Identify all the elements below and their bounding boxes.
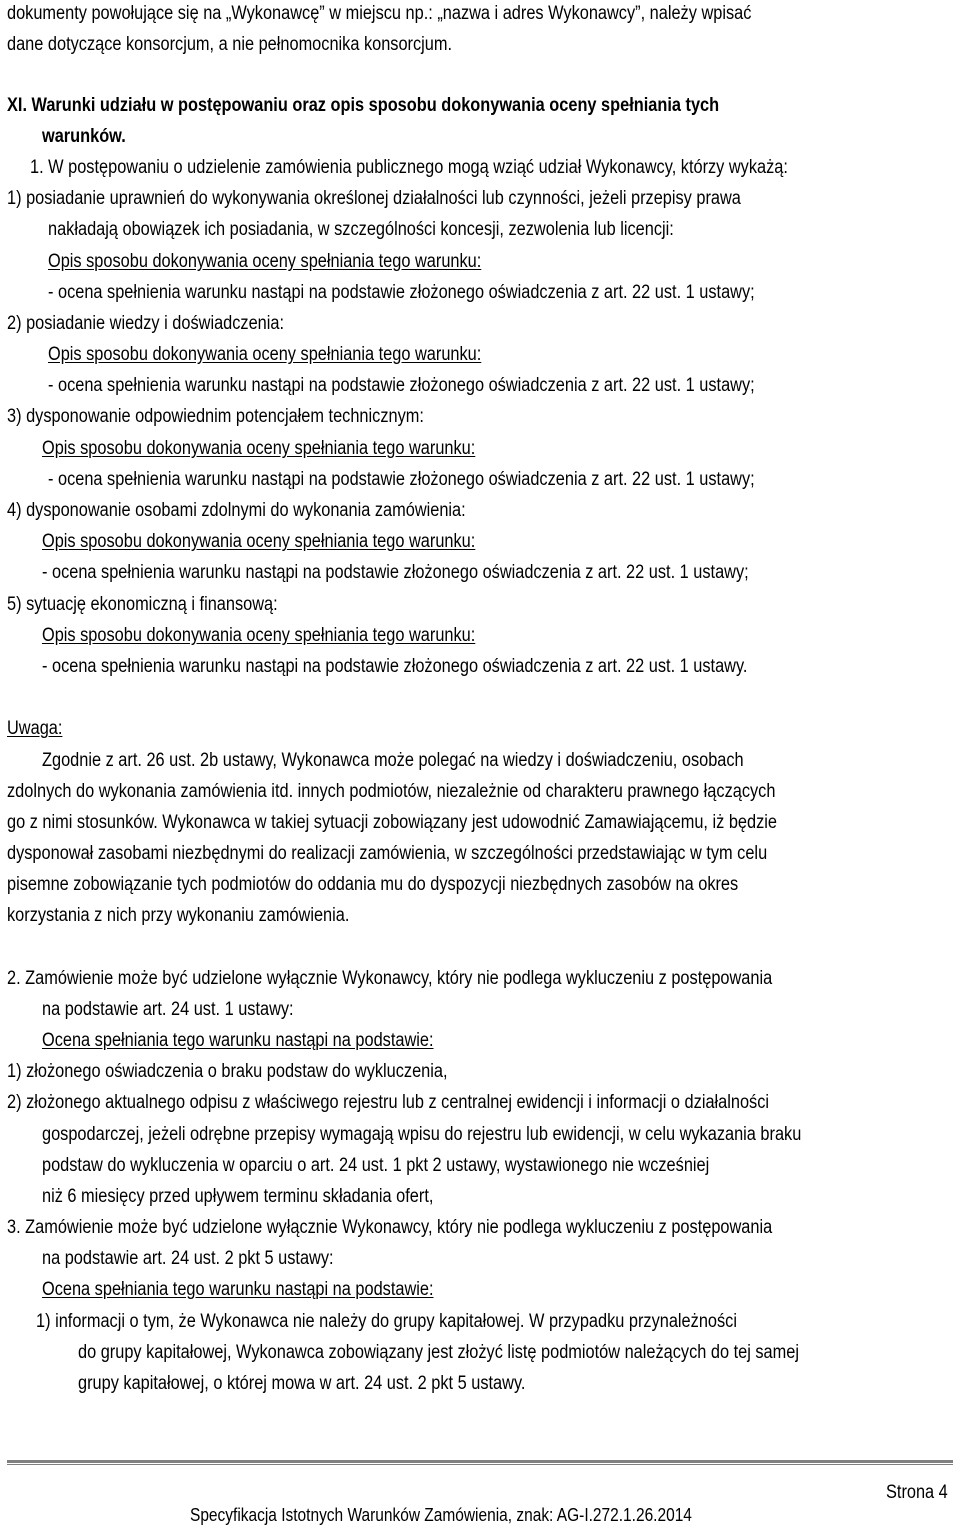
text-line: zdolnych do wykonania zamówienia itd. innych podmiotów, niezależnie od charakteru prawnego łączących	[7, 781, 776, 802]
text-line: 4) dysponowanie osobami zdolnymi do wykonania zamówienia:	[7, 500, 466, 521]
text-line: dokumenty powołujące się na „Wykonawcę” w miejscu np.: „nazwa i adres Wykonawcy”, należy wpisać	[7, 3, 752, 24]
text-line: 1) posiadanie uprawnień do wykonywania określonej działalności lub czynności, jeżeli przepisy prawa	[7, 188, 741, 209]
assessment-heading: Ocena spełniania tego warunku nastąpi na podstawie:	[42, 1030, 434, 1051]
text-line: Zgodnie z art. 26 ust. 2b ustawy, Wykonawca może polegać na wiedzy i doświadczeniu, osobach	[42, 750, 744, 771]
text-line: na podstawie art. 24 ust. 1 ustawy:	[42, 999, 294, 1020]
assessment-heading: Opis sposobu dokonywania oceny spełniania tego warunku:	[42, 531, 476, 552]
text-line: 5) sytuację ekonomiczną i finansową:	[7, 594, 278, 615]
text-line: 1) złożonego oświadczenia o braku podstaw do wykluczenia,	[7, 1061, 448, 1082]
text-line: nakładają obowiązek ich posiadania, w szczególności koncesji, zezwolenia lub licencji:	[48, 219, 674, 240]
text-line: niż 6 miesięcy przed upływem terminu składania ofert,	[42, 1186, 434, 1207]
assessment-heading: Ocena spełniania tego warunku nastąpi na podstawie:	[42, 1279, 434, 1300]
text-line: 1. W postępowaniu o udzielenie zamówienia publicznego mogą wziąć udział Wykonawcy, którzy wykażą:	[30, 157, 788, 178]
text-line: dysponował zasobami niezbędnymi do realizacji zamówienia, w szczególności przedstawiając w tym celu	[7, 843, 768, 864]
text-line: go z nimi stosunków. Wykonawca w takiej sytuacji zobowiązany jest udowodnić Zamawiającemu, iż będzie	[7, 812, 778, 833]
text-line: 1) informacji o tym, że Wykonawca nie należy do grupy kapitałowej. W przypadku przynależności	[36, 1311, 737, 1332]
text-line: pisemne zobowiązanie tych podmiotów do oddania mu do dyspozycji niezbędnych zasobów na okres	[7, 874, 739, 895]
note-heading: Uwaga:	[7, 718, 63, 739]
text-line: 2) posiadanie wiedzy i doświadczenia:	[7, 313, 285, 334]
assessment-heading: Opis sposobu dokonywania oceny spełniania tego warunku:	[48, 251, 482, 272]
footer-title: Specyfikacja Istotnych Warunków Zamówienia, znak: AG-I.272.1.26.2014	[190, 1505, 692, 1525]
assessment-heading: Opis sposobu dokonywania oceny spełniania tego warunku:	[48, 344, 482, 365]
text-line: na podstawie art. 24 ust. 2 pkt 5 ustawy:	[42, 1248, 334, 1269]
text-line: gospodarczej, jeżeli odrębne przepisy wymagają wpisu do rejestru lub ewidencji, w celu wykazania braku	[42, 1124, 802, 1145]
text-line: 3) dysponowanie odpowiednim potencjałem technicznym:	[7, 406, 424, 427]
text-line: 2) złożonego aktualnego odpisu z właściwego rejestru lub z centralnej ewidencji i informacji o działalności	[7, 1092, 770, 1113]
text-line: korzystania z nich przy wykonaniu zamówienia.	[7, 905, 350, 926]
text-line: - ocena spełnienia warunku nastąpi na podstawie złożonego oświadczenia z art. 22 ust. 1 ustawy;	[48, 375, 755, 396]
assessment-heading: Opis sposobu dokonywania oceny spełniania tego warunku:	[42, 438, 476, 459]
text-line: 2. Zamówienie może być udzielone wyłącznie Wykonawcy, który nie podlega wykluczeniu z postępowania	[7, 968, 773, 989]
assessment-heading: Opis sposobu dokonywania oceny spełniania tego warunku:	[42, 625, 476, 646]
text-line: - ocena spełnienia warunku nastąpi na podstawie złożonego oświadczenia z art. 22 ust. 1 ustawy;	[48, 469, 755, 490]
text-line: - ocena spełnienia warunku nastąpi na podstawie złożonego oświadczenia z art. 22 ust. 1 ustawy;	[42, 562, 749, 583]
section-heading: XI. Warunki udziału w postępowaniu oraz opis sposobu dokonywania oceny spełniania tych	[7, 95, 720, 116]
text-line: podstaw do wykluczenia w oparciu o art. 24 ust. 1 pkt 2 ustawy, wystawionego nie wcześniej	[42, 1155, 710, 1176]
text-line: - ocena spełnienia warunku nastąpi na podstawie złożonego oświadczenia z art. 22 ust. 1 ustawy;	[48, 282, 755, 303]
text-line: dane dotyczące konsorcjum, a nie pełnomocnika konsorcjum.	[7, 34, 453, 55]
page-number: Strona 4	[886, 1482, 948, 1503]
section-heading: warunków.	[42, 126, 126, 147]
text-line: - ocena spełnienia warunku nastąpi na podstawie złożonego oświadczenia z art. 22 ust. 1 ustawy.	[42, 656, 748, 677]
text-line: do grupy kapitałowej, Wykonawca zobowiązany jest złożyć listę podmiotów należących do tej samej	[78, 1342, 799, 1363]
text-line: 3. Zamówienie może być udzielone wyłącznie Wykonawcy, który nie podlega wykluczeniu z postępowania	[7, 1217, 773, 1238]
footer-divider	[7, 1460, 953, 1465]
text-line: grupy kapitałowej, o której mowa w art. 24 ust. 2 pkt 5 ustawy.	[78, 1373, 526, 1394]
